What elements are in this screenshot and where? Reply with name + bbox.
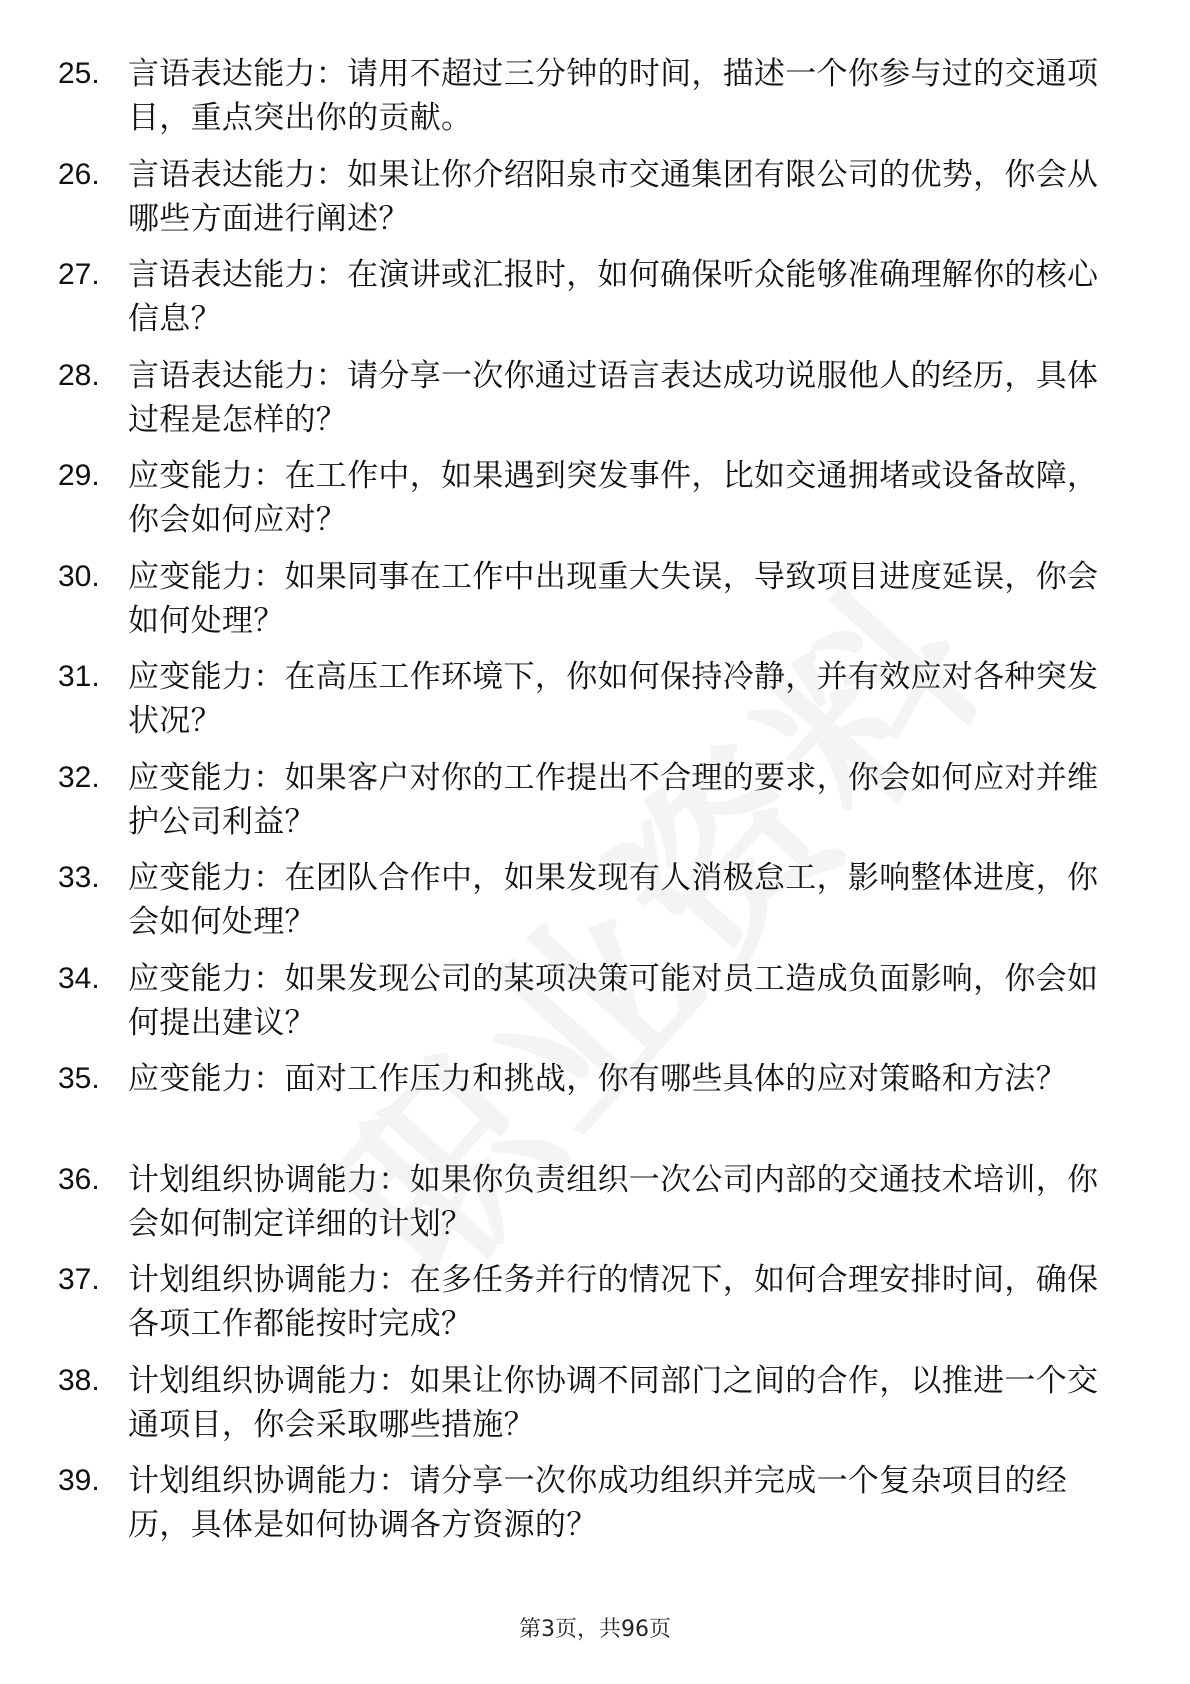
question-item xyxy=(58,354,1118,455)
question-number: 27. xyxy=(58,258,100,291)
question-text: 应变能力：面对工作压力和挑战，你有哪些具体的应对策略和方法？ xyxy=(128,1061,1067,1097)
question-text: 计划组织协调能力：如果你负责组织一次公司内部的交通技术培训，你会如何制定详细的计划？ xyxy=(128,1161,1099,1242)
question-text: 应变能力：如果发现公司的某项决策可能对员工造成负面影响，你会如何提出建议？ xyxy=(128,960,1099,1041)
question-item xyxy=(58,756,1118,857)
question-item xyxy=(58,1459,1118,1560)
question-item xyxy=(58,454,1118,555)
question-list xyxy=(58,52,1118,1560)
question-number: 26. xyxy=(58,157,100,191)
question-number: 39. xyxy=(58,1464,100,1497)
question-number: 31. xyxy=(58,660,100,693)
page-number: 第3页，共96页 xyxy=(519,1617,671,1642)
question-number: 38. xyxy=(58,1363,100,1397)
question-item xyxy=(58,52,1118,153)
question-number: 37. xyxy=(58,1263,100,1296)
question-text: 应变能力：在团队合作中，如果发现有人消极怠工，影响整体进度，你会如何处理？ xyxy=(128,860,1099,940)
question-item xyxy=(58,1057,1118,1158)
question-text: 应变能力：如果客户对你的工作提出不合理的要求，你会如何应对并维护公司利益？ xyxy=(128,759,1099,840)
question-item xyxy=(58,957,1118,1058)
question-text: 应变能力：在工作中，如果遇到突发事件，比如交通拥堵或设备故障，你会如何应对？ xyxy=(128,458,1099,538)
question-item xyxy=(58,1158,1118,1259)
question-text: 言语表达能力：请用不超过三分钟的时间，描述一个你参与过的交通项目，重点突出你的贡献。 xyxy=(128,56,1099,136)
question-item xyxy=(58,856,1118,957)
question-item xyxy=(58,153,1118,254)
question-number: 29. xyxy=(58,459,100,492)
question-number: 33. xyxy=(58,861,100,894)
question-text: 言语表达能力：如果让你介绍阳泉市交通集团有限公司的优势，你会从哪些方面进行阐述？ xyxy=(128,156,1099,237)
question-text: 言语表达能力：在演讲或汇报时，如何确保听众能够准确理解你的核心信息？ xyxy=(128,257,1099,337)
question-text: 应变能力：如果同事在工作中出现重大失误，导致项目进度延误，你会如何处理？ xyxy=(128,558,1099,639)
question-number: 30. xyxy=(58,559,100,593)
question-item xyxy=(58,1258,1118,1359)
question-item xyxy=(58,655,1118,756)
question-item xyxy=(58,555,1118,656)
question-text: 计划组织协调能力：请分享一次你成功组织并完成一个复杂项目的经历，具体是如何协调各方资源的？ xyxy=(128,1463,1067,1543)
question-item xyxy=(58,1359,1118,1460)
question-number: 36. xyxy=(58,1162,100,1196)
question-number: 34. xyxy=(58,961,100,995)
question-number: 25. xyxy=(58,57,100,90)
question-item xyxy=(58,253,1118,354)
question-number: 32. xyxy=(58,760,100,794)
question-number: 35. xyxy=(58,1062,100,1095)
question-text: 计划组织协调能力：在多任务并行的情况下，如何合理安排时间，确保各项工作都能按时完成？ xyxy=(128,1262,1099,1342)
question-text: 言语表达能力：请分享一次你通过语言表达成功说服他人的经历，具体过程是怎样的？ xyxy=(128,357,1099,438)
question-text: 计划组织协调能力：如果让你协调不同部门之间的合作，以推进一个交通项目，你会采取哪些措施？ xyxy=(128,1362,1099,1443)
question-number: 28. xyxy=(58,358,100,392)
question-text: 应变能力：在高压工作环境下，你如何保持冷静，并有效应对各种突发状况？ xyxy=(128,659,1099,739)
page-footer xyxy=(0,1612,1190,1643)
